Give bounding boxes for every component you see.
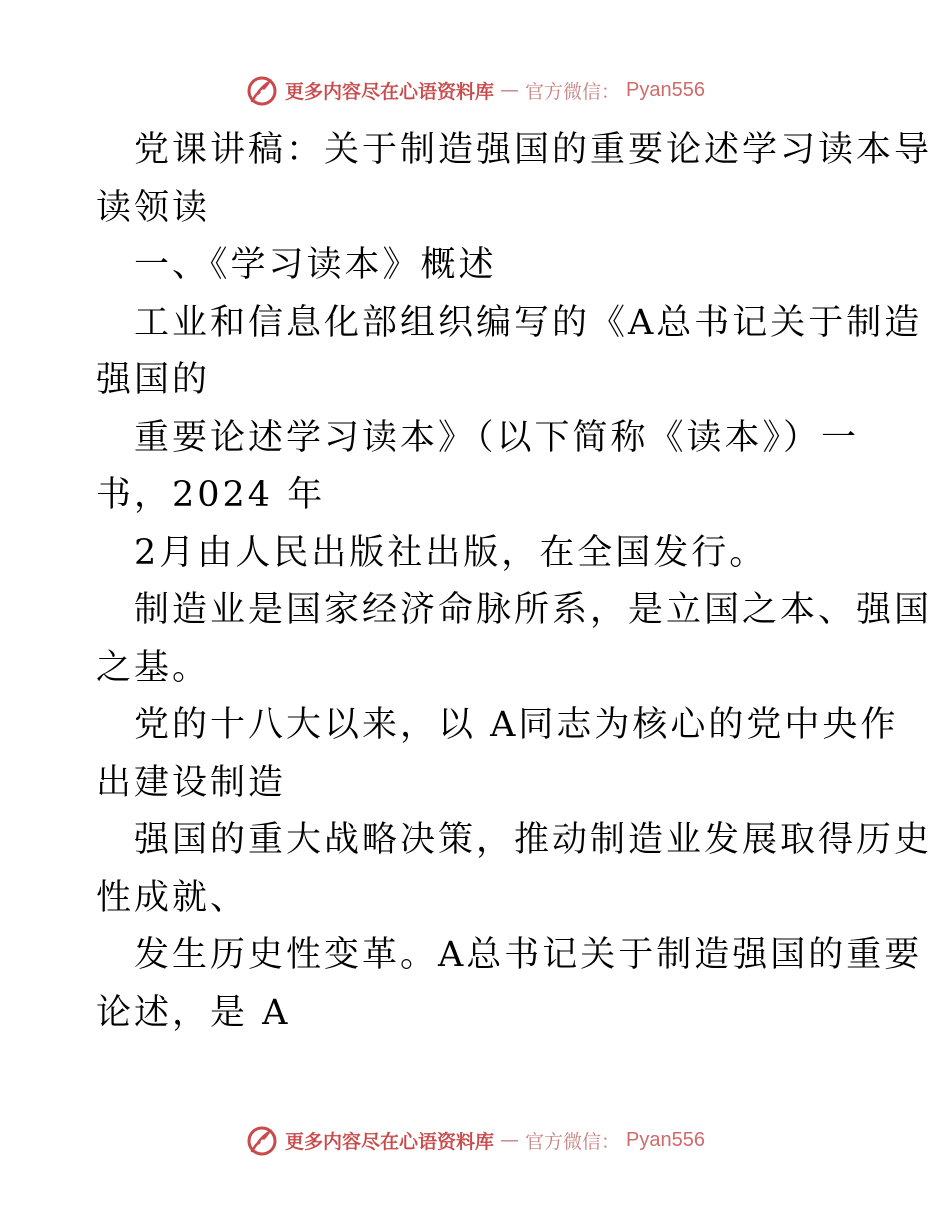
watermark-wechat-label: 官方微信： (525, 80, 621, 103)
paragraph-line: 党的十八大以来，以 A同志为核心的党中央作 (134, 705, 899, 745)
paragraph-line: 强国的 (96, 360, 211, 400)
paragraph-line: 性成就、 (96, 877, 249, 918)
watermark-site-name: 更多内容尽在心语资料库 (285, 1130, 495, 1153)
paragraph-line: 之基。 (96, 647, 211, 688)
header-watermark (0, 70, 950, 110)
paragraph-line: 论述，是 A (96, 992, 291, 1033)
watermark-dash: — (500, 79, 520, 101)
paragraph-line: 出建设制造 (96, 762, 287, 803)
footer-watermark (0, 1120, 950, 1160)
paragraph-line: 发生历史性变革。A总书记关于制造强国的重要 (134, 935, 923, 975)
watermark-site-name: 更多内容尽在心语资料库 (285, 80, 495, 103)
watermark-wechat-label: 官方微信： (525, 1130, 621, 1153)
title-line-2: 读领读 (96, 187, 211, 228)
watermark-dash: — (500, 1129, 520, 1151)
document-body (96, 122, 933, 1042)
paragraph-line: 2月由人民出版社出版，在全国发行。 (134, 532, 768, 573)
watermark-wechat-id: Pyan556 (626, 1128, 705, 1151)
paragraph-line: 制造业是国家经济命脉所系，是立国之本、强国 (134, 590, 933, 630)
quill-logo-icon (245, 1123, 279, 1157)
quill-logo-icon (245, 73, 279, 107)
paragraph-line: 强国的重大战略决策，推动制造业发展取得历史 (134, 820, 933, 860)
paragraph-line: 书，2024 年 (96, 475, 326, 515)
title-line-1: 党课讲稿：关于制造强国的重要论述学习读本导 (134, 130, 933, 170)
paragraph-line: 工业和信息化部组织编写的《A总书记关于制造 (134, 302, 923, 343)
section-heading: 一、《学习读本》概述 (134, 245, 497, 285)
watermark-wechat-id: Pyan556 (626, 78, 705, 101)
paragraph-line: 重要论述学习读本》（以下简称《读本》）一 (134, 417, 860, 458)
